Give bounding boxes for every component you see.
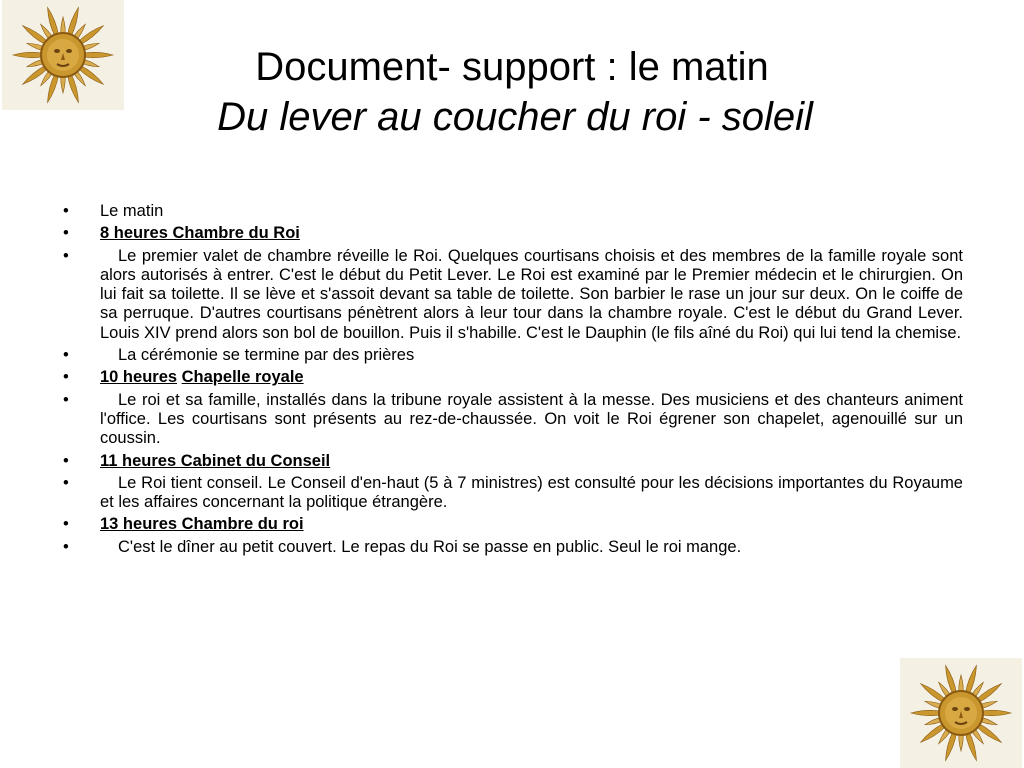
bullet-marker: •	[63, 368, 69, 387]
bullet-text: C'est le dîner au petit couvert. Le repas du Roi se passe en public. Seul le roi mange.	[118, 537, 742, 556]
bullet-text: Le Roi tient conseil. Le Conseil d'en-haut (5 à 7 ministres) est consulté pour les décisions importantes du Royaume et les affaires concernant la politique étrangère.	[100, 473, 963, 512]
section-heading-time: 10 heures	[100, 368, 178, 387]
sun-king-emblem-bottom-right	[900, 658, 1022, 768]
sun-ray	[911, 710, 941, 715]
list-item	[63, 247, 963, 343]
bullet-marker: •	[63, 202, 69, 220]
list-item-heading	[63, 452, 963, 471]
bullet-text: La cérémonie se termine par des prières	[118, 346, 415, 365]
bullet-marker: •	[63, 246, 69, 265]
sun-icon	[900, 658, 1022, 768]
bullet-marker: •	[63, 390, 69, 409]
bullet-marker: •	[63, 537, 69, 556]
bullet-marker: •	[63, 473, 69, 492]
title-line-1: Document- support : le matin	[255, 45, 769, 89]
list-item-heading	[63, 368, 963, 387]
list-item-heading	[63, 515, 963, 534]
bullet-text: Le matin	[100, 202, 164, 220]
title-line-2: Du lever au coucher du roi - soleil	[217, 95, 813, 139]
bullet-marker: •	[63, 515, 69, 534]
bullet-text: Le premier valet de chambre réveille le Roi. Quelques courtisans choisis et des membres de la famille royale sont alors autorisés à entrer. C'est le début du Petit Lever. Le Roi est examiné par le Premier médecin et le chirurgien. On lui fait sa toilette. Il se lève et s'assoit devant sa table de toilette. Son barbier le rase un jour sur deux. On le coiffe de sa perruque. D'autres courtisans pénètrent alors à leur tour dans la chambre royale. C'est le début du Grand Lever. Louis XIV prend alors son bol de bouillon. Puis il s'habille. C'est le Dauphin (le fils aîné du Roi) qui lui tend la chemise.	[100, 246, 963, 342]
section-heading-place: Chapelle royale	[181, 368, 304, 387]
list-item	[63, 391, 963, 449]
bullet-marker: •	[63, 451, 69, 470]
slide-title	[0, 42, 1024, 142]
bullet-marker: •	[63, 346, 69, 365]
section-heading: 13 heures Chambre du roi	[100, 515, 304, 534]
bullet-text: Le roi et sa famille, installés dans la tribune royale assistent à la messe. Des musiciens et des chanteurs animent l'office. Les courtisans sont présents au rez-de-chaussée. On voit le Roi égrener son chapelet, agenouillé sur un coussin.	[100, 390, 963, 448]
bullet-list	[63, 202, 963, 560]
sun-ray	[981, 710, 1011, 715]
bullet-marker: •	[63, 224, 69, 243]
list-item	[63, 346, 963, 365]
list-item	[63, 474, 963, 513]
list-item	[63, 538, 963, 557]
section-heading: 11 heures Cabinet du Conseil	[100, 451, 331, 470]
list-item	[63, 202, 963, 221]
list-item-heading	[63, 224, 963, 243]
section-heading: 8 heures Chambre du Roi	[100, 224, 300, 243]
